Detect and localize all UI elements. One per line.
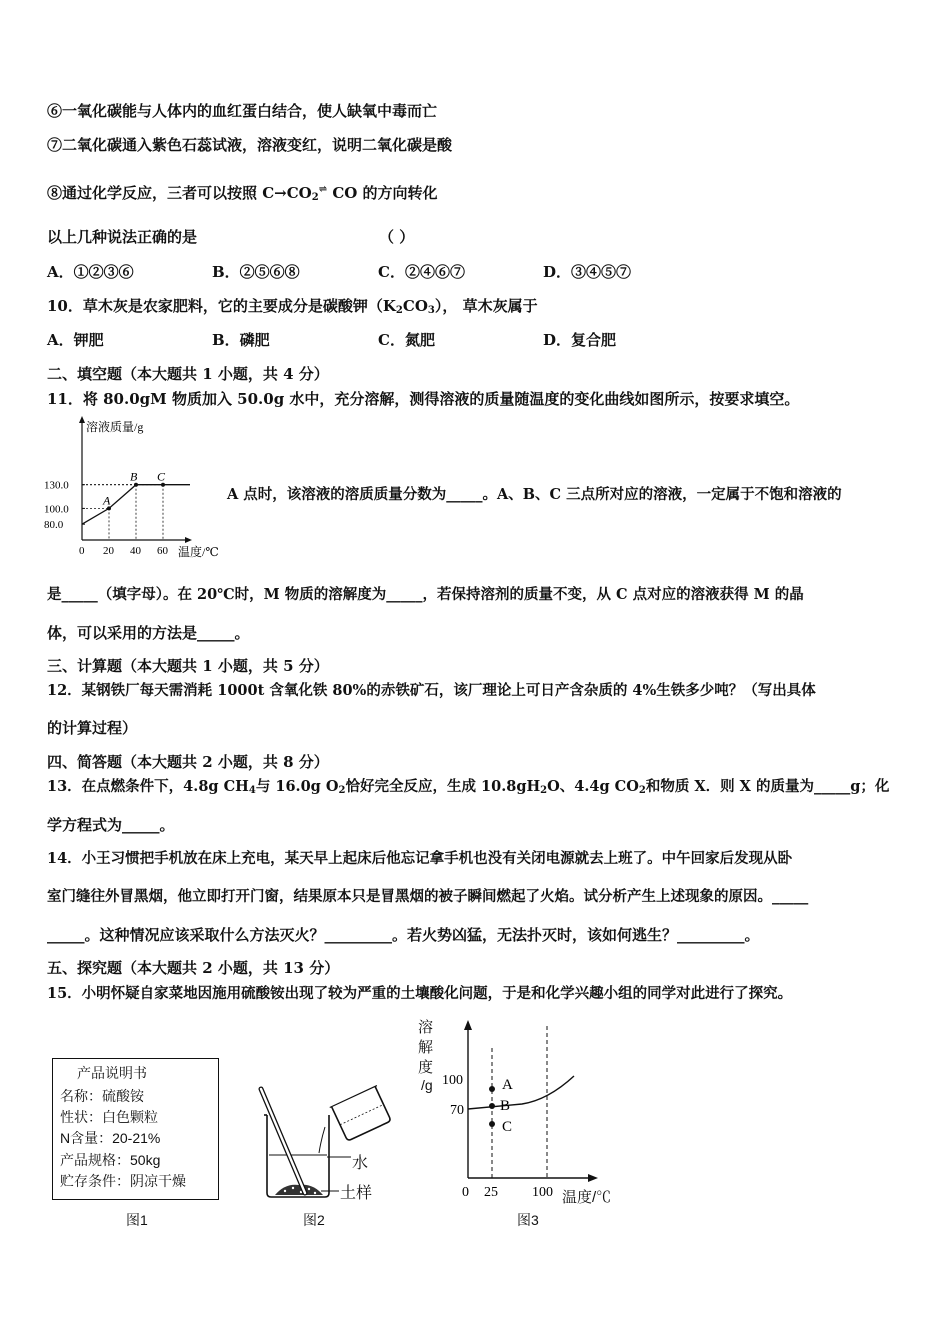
fig3-ylabel-4: /g: [421, 1077, 433, 1093]
fig3-solubility-chart: [440, 1018, 620, 1208]
x-tick-label: 20: [103, 545, 114, 557]
fig3-point-b: [489, 1103, 495, 1109]
fig2-water-label: 水: [352, 1155, 369, 1172]
y-tick-label: 100.0: [44, 503, 69, 516]
q10-stem: 10．草木灰是农家肥料，它的主要成分是碳酸钾$(K_2CO_3)$， 草木灰属于: [47, 297, 538, 316]
fig3-point-c: [489, 1121, 495, 1127]
fig1-title: 产品说明书: [77, 1065, 147, 1081]
fig3-ylabel-2: 解: [418, 1039, 434, 1056]
q9-option-d[interactable]: D．③④⑤⑦: [543, 263, 632, 281]
q11-side-text: A 点时，该溶液的溶质质量分数为_____。A、B、C 三点所对应的溶液，一定属于不饱和溶液的: [227, 486, 842, 503]
point-label-c: C: [157, 469, 166, 484]
fig3-ytick-100: 100: [442, 1073, 463, 1088]
fig2-soil-label: 土样: [340, 1185, 373, 1202]
fig3-caption: 图3: [517, 1212, 539, 1228]
fig3-xlabel: 温度/℃: [562, 1189, 612, 1206]
fig3-xtick-0: 0: [462, 1185, 469, 1200]
q9-statement-6: ⑥一氧化碳能与人体内的血红蛋白结合，使人缺氧中毒而亡: [47, 102, 438, 120]
q13-line-2: 学方程式为_____。: [47, 816, 175, 834]
fig1-row-name: 名称：硫酸铵: [60, 1088, 144, 1104]
x-tick-label: 40: [130, 545, 141, 557]
fig3-xtick-25: 25: [484, 1185, 498, 1200]
q14-line-3: _____。这种情况应该采取什么方法灭火？_________。若火势凶猛，无法扑灭时，该如何逃生？_________。: [47, 926, 760, 944]
q14-line-1: 14．小王习惯把手机放在床上充电，某天早上起床后他忘记拿手机也没有关闭电源就去上班了。中午回家后发现从卧: [47, 850, 793, 867]
q11-line-3: 体，可以采用的方法是_____。: [47, 624, 250, 642]
q10-option-d[interactable]: D．复合肥: [543, 331, 617, 349]
fig1-row-storage: 贮存条件：阴凉干燥: [60, 1173, 186, 1189]
x-axis-arrow-icon: [185, 537, 192, 543]
section-heading-fill-blank: 二、填空题（本大题共 1 小题，共 4 分）: [47, 365, 329, 383]
fig1-caption: 图1: [126, 1212, 148, 1228]
fig3-label-a: A: [502, 1077, 513, 1093]
q9-option-c[interactable]: C．②④⑥⑦: [378, 263, 465, 281]
q9-prompt: 以上几种说法正确的是 （ ）: [47, 228, 415, 246]
section-heading-inquiry: 五、探究题（本大题共 2 小题，共 13 分）: [47, 959, 340, 977]
y-tick-label: 80.0: [44, 519, 64, 532]
y-tick-label: 130.0: [44, 479, 69, 492]
fig3-ylabel-1: 溶: [418, 1019, 434, 1036]
y-axis-arrow-icon: [79, 416, 85, 423]
q9-statement-8: ⑧通过化学反应，三者可以按照 $C\to CO_2^\rightleftharpoons$ CO 的方向转化: [47, 184, 438, 203]
q9-option-b[interactable]: B．②⑤⑥⑧: [212, 263, 300, 281]
q15-stem: 15．小明怀疑自家菜地因施用硫酸铵出现了较为严重的土壤酸化问题，于是和化学兴趣小组的同学对此进行了探究。: [47, 985, 793, 1002]
pouring-beaker: [330, 1086, 393, 1142]
q14-line-2: 室门缝往外冒黑烟，他立即打开门窗，结果原本只是冒黑烟的被子瞬间燃起了火焰。试分析产生上述现象的原因。_____: [47, 888, 809, 905]
fig1-row-property: 性状：白色颗粒: [60, 1109, 158, 1125]
fig2-beaker-illustration: [255, 1085, 395, 1205]
x-tick-label: 60: [157, 545, 168, 557]
x-axis-label: 温度/℃: [178, 545, 219, 559]
fig3-label-c: C: [502, 1119, 513, 1135]
q11-stem: 11．将 80.0gM 物质加入 50.0g 水中，充分溶解，测得溶液的质量随温度的变化曲线如图所示，按要求填空。: [47, 390, 800, 408]
q13-line-1: 13．在点燃条件下，4.8g $CH_4$与 16.0g $O_2$恰好完全反应，生成 $10.8gH_2O$、4.4g $CO_2$和物质 X．则 X 的质量为_____g；化: [47, 778, 890, 796]
fig3-point-a: [489, 1086, 495, 1092]
q10-option-a[interactable]: A．钾肥: [47, 331, 104, 349]
fig3-ylabel-3: 度: [418, 1059, 434, 1076]
fig1-product-label: [52, 1058, 219, 1200]
q10-option-b[interactable]: B．磷肥: [212, 331, 270, 349]
fig3-xtick-100: 100: [532, 1185, 553, 1200]
x-tick-label: 0: [79, 545, 85, 557]
point-label-b: B: [130, 469, 138, 484]
fig2-caption: 图2: [303, 1212, 325, 1228]
q12-line-2: 的计算过程）: [47, 719, 138, 737]
y-axis-label: 溶液质量/g: [86, 420, 144, 434]
q11-line-2: 是_____（填字母）。在 20℃时，M 物质的溶解度为_____，若保持溶剂的质量不变，从 C 点对应的溶液获得 M 的晶: [47, 586, 804, 603]
section-heading-calculation: 三、计算题（本大题共 1 小题，共 5 分）: [47, 657, 329, 675]
reversible-arrow-icon: ⇌: [318, 184, 328, 195]
fig3-label-b: B: [500, 1098, 511, 1114]
water-stream: [319, 1127, 325, 1153]
fig1-row-spec: 产品规格：50kg: [60, 1152, 161, 1168]
q11-solution-mass-chart: [40, 412, 240, 562]
fig3-ytick-70: 70: [450, 1103, 464, 1118]
point-label-a: A: [103, 493, 111, 508]
fig3-y-axis: [464, 1020, 472, 1178]
fig3-curve: [468, 1076, 574, 1109]
q10-option-c[interactable]: C．氮肥: [378, 331, 435, 349]
fig3-x-axis: [468, 1174, 598, 1182]
fig1-row-nitrogen: N含量：20-21%: [60, 1130, 161, 1146]
q9-option-a[interactable]: A．①②③⑥: [47, 263, 134, 281]
q12-line-1: 12．某钢铁厂每天需消耗 1000t 含氧化铁 80%的赤铁矿石，该厂理论上可日产含杂质的 4%生铁多少吨？（写出具体: [47, 682, 816, 699]
section-heading-short-answer: 四、简答题（本大题共 2 小题，共 8 分）: [47, 753, 329, 771]
q9-statement-7: ⑦二氧化碳通入紫色石蕊试液，溶液变红，说明二氧化碳是酸: [47, 136, 453, 154]
